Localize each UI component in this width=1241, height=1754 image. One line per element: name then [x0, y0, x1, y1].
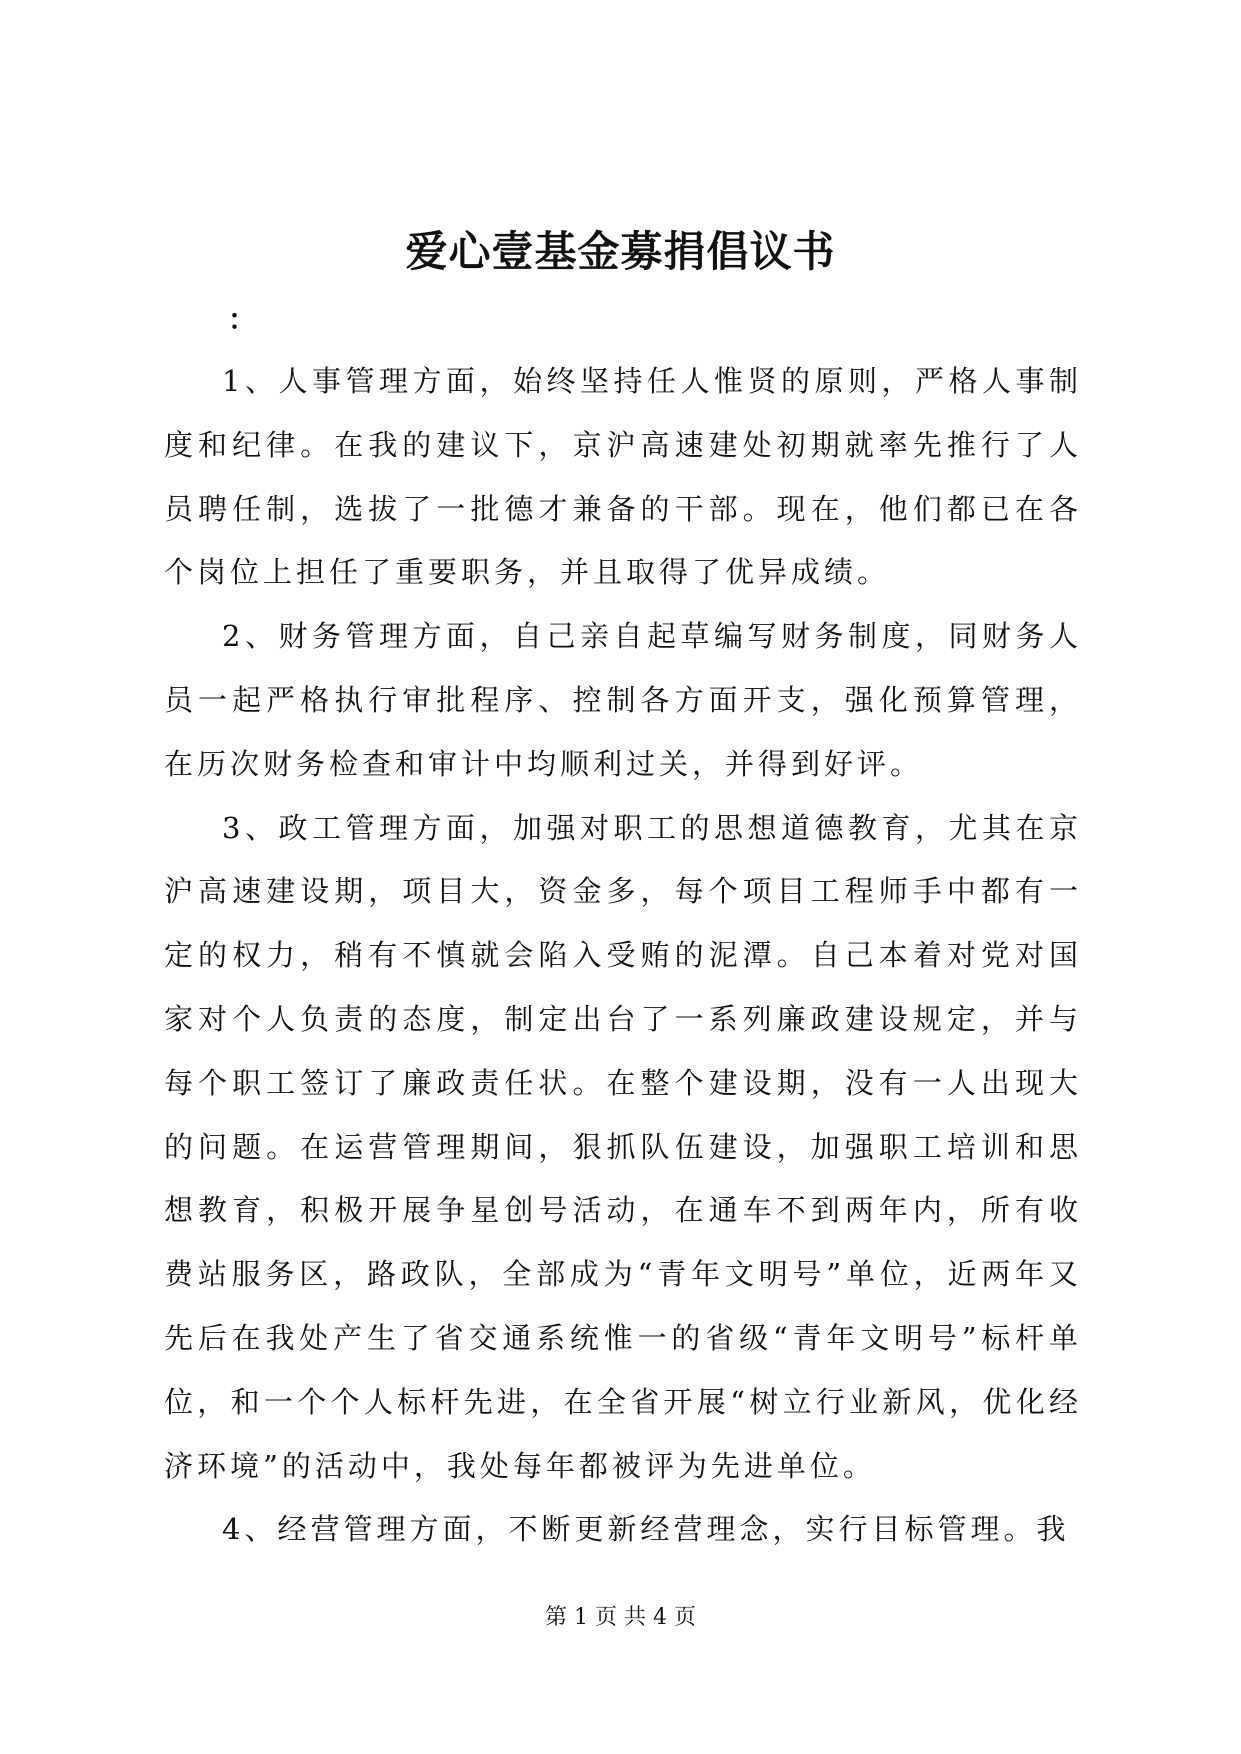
paragraph-1: 1、人事管理方面，始终坚持任人惟贤的原则，严格人事制度和纪律。在我的建议下，京沪高速建处初期就率先推行了人员聘任制，选拔了一批德才兼备的干部。现在，他们都已在各个岗位上担任了重要职务，并且取得了优异成绩。 [164, 364, 1082, 590]
salutation: ： [228, 303, 257, 336]
document-body [164, 350, 1082, 1562]
document-title: 爱心壹基金募捐倡议书 [405, 227, 836, 276]
paragraph-4: 4、经营管理方面，不断更新经营理念，实行目标管理。我 [222, 1512, 1070, 1547]
paragraph-3: 3、政工管理方面，加强对职工的思想道德教育，尤其在京沪高速建设期，项目大，资金多，每个项目工程师手中都有一定的权力，稍有不慎就会陷入受贿的泥潭。自己本着对党对国家对个人负责的态度，制定出台了一系列廉政建设规定，并与每个职工签订了廉政责任状。在整个建设期，没有一人出现大的问题。在运营管理期间，狠抓队伍建设，加强职工培训和思想教育，积极开展争星创号活动，在通车不到两年内，所有收费站服务区，路政队，全部成为“青年文明号”单位，近两年又先后在我处产生了省交通系统惟一的省级“青年文明号”标杆单位，和一个个人标杆先进，在全省开展“树立行业新风，优化经济环境”的活动中，我处每年都被评为先进单位。 [164, 810, 1082, 1483]
page-footer: 第 1 页 共 4 页 [545, 1605, 696, 1630]
paragraph-2: 2、财务管理方面，自己亲自起草编写财务制度，同财务人员一起严格执行审批程序、控制各方面开支，强化预算管理，在历次财务检查和审计中均顺利过关，并得到好评。 [164, 619, 1082, 781]
